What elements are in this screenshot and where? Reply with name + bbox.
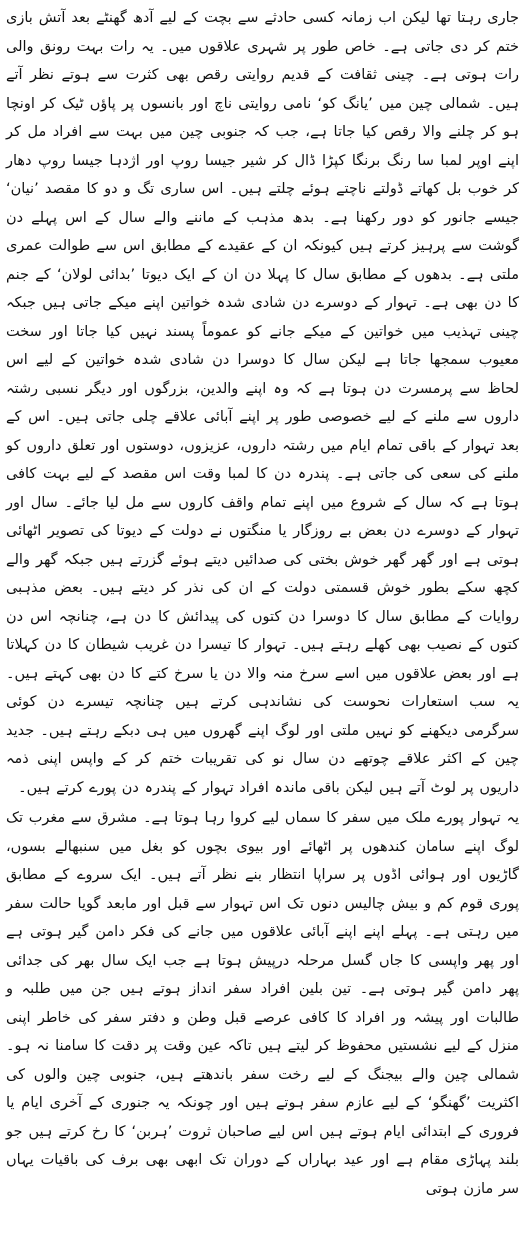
paragraph: جاری رہتا تھا لیکن اب زمانہ کسی حادثے سے بچت کے لیے آدھ گھنٹے بعد آتش بازی ختم کر دی جاتی ہے۔ خاص طور پر شہری علاقوں میں۔ یہ رات بہت رونق والی رات ہوتی ہے۔ چینی ثقافت کے قدیم روایتی رقص بھی کثرت سے ہوتے نظر آتے ہیں۔ شمالی چین میں ’یانگ کو‘ نامی روایتی ناچ اور بانسوں پر پاؤں ٹیک کر اونچا ہو کر چلنے والا رقص کیا جاتا ہے، جب کہ جنوبی چین میں بہت سے افراد مل کر اپنے اوپر لمبا سا رنگ برنگا کپڑا ڈال کر شیر جیسا روپ اور اژدہا جیسا روپ دھار کر خوب بل کھاتے ڈولتے ناچتے ہوئے چلتے ہیں۔ اس ساری تگ و دو کا مقصد ’نیان‘ جیسے جانور کو دور رکھنا ہے۔ بدھ مذہب کے ماننے والے سال کے اس پہلے دن گوشت سے پرہیز کرتے ہیں کیونکہ ان کے عقیدے کے مطابق اس سے طوالت عمری ملتی ہے۔ بدھوں کے مطابق سال کا پہلا دن ان کے ایک دیوتا ’بدائی لولان‘ کے جنم کا دن بھی ہے۔ تہوار کے دوسرے دن شادی شدہ خواتین اپنے میکے جاتی ہیں جبکہ چینی تہذیب میں خواتین کے میکے جانے کو عموماً پسند نہیں کیا جاتا اور سخت معیوب سمجھا جاتا ہے لیکن سال کا دوسرا دن شادی شدہ خواتین کے لیے اس لحاظ سے پرمسرت دن ہوتا ہے کہ وہ اپنے والدین، بزرگوں اور دیگر نسبی رشتہ داروں سے ملنے کے لیے خصوصی طور پر اپنے آبائی علاقے چلی جاتی ہیں۔ اس کے بعد تہوار کے باقی تمام ایام میں رشتہ داروں، عزیزوں، دوستوں اور تعلق داروں کو ملنے کی سعی کی جاتی ہے۔ پندرہ دن کا لمبا وقت اس مقصد کے لیے بہت کافی ہوتا ہے کہ سال کے شروع میں اپنے تمام واقف کاروں سے مل لیا جائے۔ سال اور تہوار کے دوسرے دن بعض بے روزگار یا منگتوں نے دولت کے دیوتا کی تصویر اٹھائی ہوتی ہے اور گھر گھر خوش بختی کی صدائیں دیتے ہوئے گزرتے ہیں جبکہ گھر والے کچھ سکے بطور خوش قسمتی دولت کے ان کی نذر کر دیتے ہیں۔ بعض مذہبی روایات کے مطابق سال کا دوسرا دن کتوں کی پیدائش کا دن ہے، چنانچہ اس دن کتوں کے نصیب بھی کھلے رہتے ہیں۔ تہوار کا تیسرا دن غریب شیطان کا دن کہلاتا ہے اور بعض علاقوں میں اسے سرخ منہ والا دن یا سرخ کتے کا دن بھی کہتے ہیں۔ یہ سب استعارات نحوست کی نشاندہی کرتے ہیں چنانچہ تیسرے دن کوئی سرگرمی دیکھنے کو نہیں ملتی اور لوگ اپنے گھروں میں ہی دبکے رہتے ہیں۔ جدید چین کے اکثر علاقے چوتھے دن سال نو کی تقریبات ختم کر کے واپس اپنی ذمہ داریوں پر لوٹ آتے ہیں لیکن باقی ماندہ افراد تہوار کے پندرہ دن پورے کرتے ہیں۔	[6, 10, 519, 796]
paragraph: یہ تہوار پورے ملک میں سفر کا سماں لیے کروا رہا ہوتا ہے۔ مشرق سے مغرب تک لوگ اپنے سامان کندھوں پر اٹھائے اور بیوی بچوں کو بغل میں سنبھالے بسوں، گاڑیوں اور ہوائی اڈوں پر سراپا انتظار بنے نظر آتے ہیں۔ ایک سروے کے مطابق پوری قوم کم و بیش چالیس دنوں تک اس تہوار سے قبل اور مابعد گویا حالت سفر میں رہتی ہے۔ پہلے اپنے اپنے آبائی علاقوں میں جانے کی فکر دامن گیر ہوتی ہے اور پھر واپسی کا جاں گسل مرحلہ درپیش ہوتا ہے جب ایک سال بھر کی جدائی پھر دامن گیر ہوتی ہے۔ تین بلین افراد سفر انداز ہوتے ہیں جن میں طلبہ و طالبات اور پیشہ ور افراد کا کافی عرصے قبل وطن و دفتر سفر کی خاطر اپنی منزل کے لیے نشستیں محفوظ کر لیتے ہیں تاکہ عین وقت پر دقت کا سامنا نہ ہو۔ شمالی چین والے بیجنگ کے لیے رخت سفر باندھتے ہیں، جنوبی چین والوں کی اکثریت ’گھنگو‘ کے لیے عازم سفر ہوتے ہیں اور چونکہ یہ جنوری کے آخری ایام یا فروری کے ابتدائی ایام ہوتے ہیں اس لیے صاحبان ثروت ’ہربن‘ کا رخ کرتے ہیں جو بلند پہاڑی مقام ہے اور عید بہاراں کے دوران تک ابھی بھی برف کی باقیات یہاں سر مازن ہوتی	[6, 810, 519, 1197]
